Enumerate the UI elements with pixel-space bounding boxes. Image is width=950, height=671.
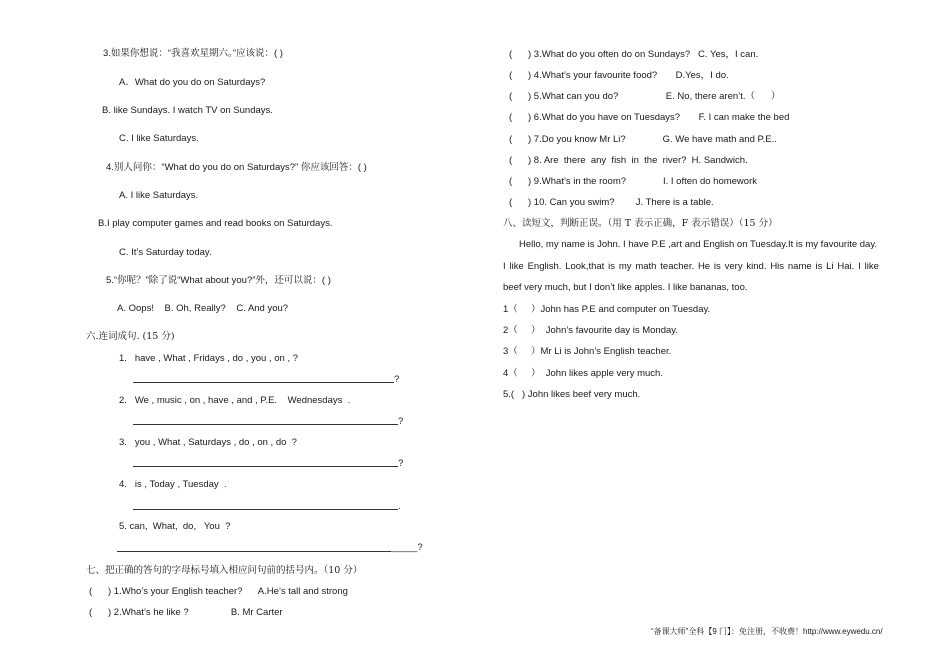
section-7-item-3: ( ) 3.What do you often do on Sundays? C. Yes，I can.	[509, 49, 759, 60]
section-6-item-5-words: 5. can, What, do, You ?	[119, 521, 231, 532]
section-6-item-1-words: 1. have , What , Fridays , do , you , on , ?	[119, 353, 299, 364]
section-8-title: 八、读短文，判断正误。（用 T 表示正确，F 表示错误）（15 分）	[503, 218, 778, 229]
section-7-title: 七、把正确的答句的字母标号填入相应问句前的括号内。（10 分）	[86, 565, 363, 576]
passage-line-1: Hello, my name is John. I have P.E ,art and English on Tuesday.It is my favourite day.	[519, 239, 878, 250]
true-false-item-1: 1（ ）John has P.E and computer on Tuesday.	[503, 304, 711, 315]
section-6-item-2-words: 2. We , music , on , have , and , P.E. Wednesdays .	[119, 395, 351, 406]
section-6-item-3-end: ?	[398, 458, 404, 469]
true-false-item-2: 2（ ） John’s favourite day is Monday.	[503, 325, 678, 336]
question-4: 4.别人问你：“What do you do on Saturdays?” 你应该回答：( )	[106, 162, 367, 173]
question-5-options: A. Oops! B. Oh, Really? C. And you?	[117, 303, 289, 314]
section-6-item-5-answer-line[interactable]	[117, 551, 391, 552]
section-6-item-2-end: ?	[398, 416, 404, 427]
question-5: 5.“你呢？”除了说“What about you?”外，还可以说：( )	[106, 275, 331, 286]
question-4-option-c: C. It’s Saturday today.	[119, 247, 212, 258]
passage-line-2: I like English. Look,that is my math teacher. He is very kind. His name is Li Hai. I like	[503, 261, 879, 272]
question-3-option-a: A．What do you do on Saturdays?	[119, 77, 266, 88]
true-false-item-5: 5.( ) John likes beef very much.	[503, 389, 641, 400]
footer-credit: “备课大师”全科【9 门】：免注册，不收费！http://www.eywedu.cn/	[651, 627, 883, 636]
section-6-item-4-end: .	[398, 501, 401, 512]
section-7-item-8: ( ) 8. Are there any fish in the river? H. Sandwich.	[509, 155, 748, 166]
section-7-item-1: ( ) 1.Who’s your English teacher? A.He’s tall and strong	[89, 586, 348, 597]
true-false-item-3: 3（ ）Mr Li is John’s English teacher.	[503, 346, 672, 357]
section-7-item-9: ( ) 9.What’s in the room? I. I often do homework	[509, 176, 757, 187]
section-6-item-1-answer-line[interactable]	[133, 382, 394, 383]
section-6-item-2-answer-line[interactable]	[133, 424, 398, 425]
section-6-item-3-words: 3. you , What , Saturdays , do , on , do ?	[119, 437, 297, 448]
question-4-option-a: A. I like Saturdays.	[119, 190, 199, 201]
question-3: 3.如果你想说：“我喜欢星期六。”应该说：( )	[103, 48, 283, 59]
section-7-item-7: ( ) 7.Do you know Mr Li? G. We have math and P.E..	[509, 134, 777, 145]
true-false-item-4: 4（ ） John likes apple very much.	[503, 368, 663, 379]
section-7-item-6: ( ) 6.What do you have on Tuesdays? F. I can make the bed	[509, 112, 790, 123]
section-7-item-10: ( ) 10. Can you swim? J. There is a table.	[509, 197, 714, 208]
question-4-option-b: B.I play computer games and read books on Saturdays.	[98, 218, 333, 229]
question-3-option-c: C. I like Saturdays.	[119, 133, 199, 144]
question-3-option-b: B. like Sundays. I watch TV on Sundays.	[102, 105, 273, 116]
section-7-item-2: ( ) 2.What’s he like ? B. Mr Carter	[89, 607, 283, 618]
section-7-item-5: ( ) 5.What can you do? E. No, there aren’t.（ ）	[509, 91, 781, 102]
section-7-item-4: ( ) 4.What’s your favourite food? D.Yes，I do.	[509, 70, 729, 81]
section-6-title: 六.连词成句. (15 分)	[86, 331, 175, 342]
section-6-item-5-end: _____?	[391, 542, 423, 553]
section-6-item-3-answer-line[interactable]	[133, 466, 398, 467]
section-6-item-4-words: 4. is , Today , Tuesday .	[119, 479, 227, 490]
section-6-item-4-answer-line[interactable]	[133, 509, 398, 510]
section-6-item-1-end: ?	[394, 374, 400, 385]
passage-line-3: beef very much, but I don’t like apples. I like bananas, too.	[503, 282, 748, 293]
